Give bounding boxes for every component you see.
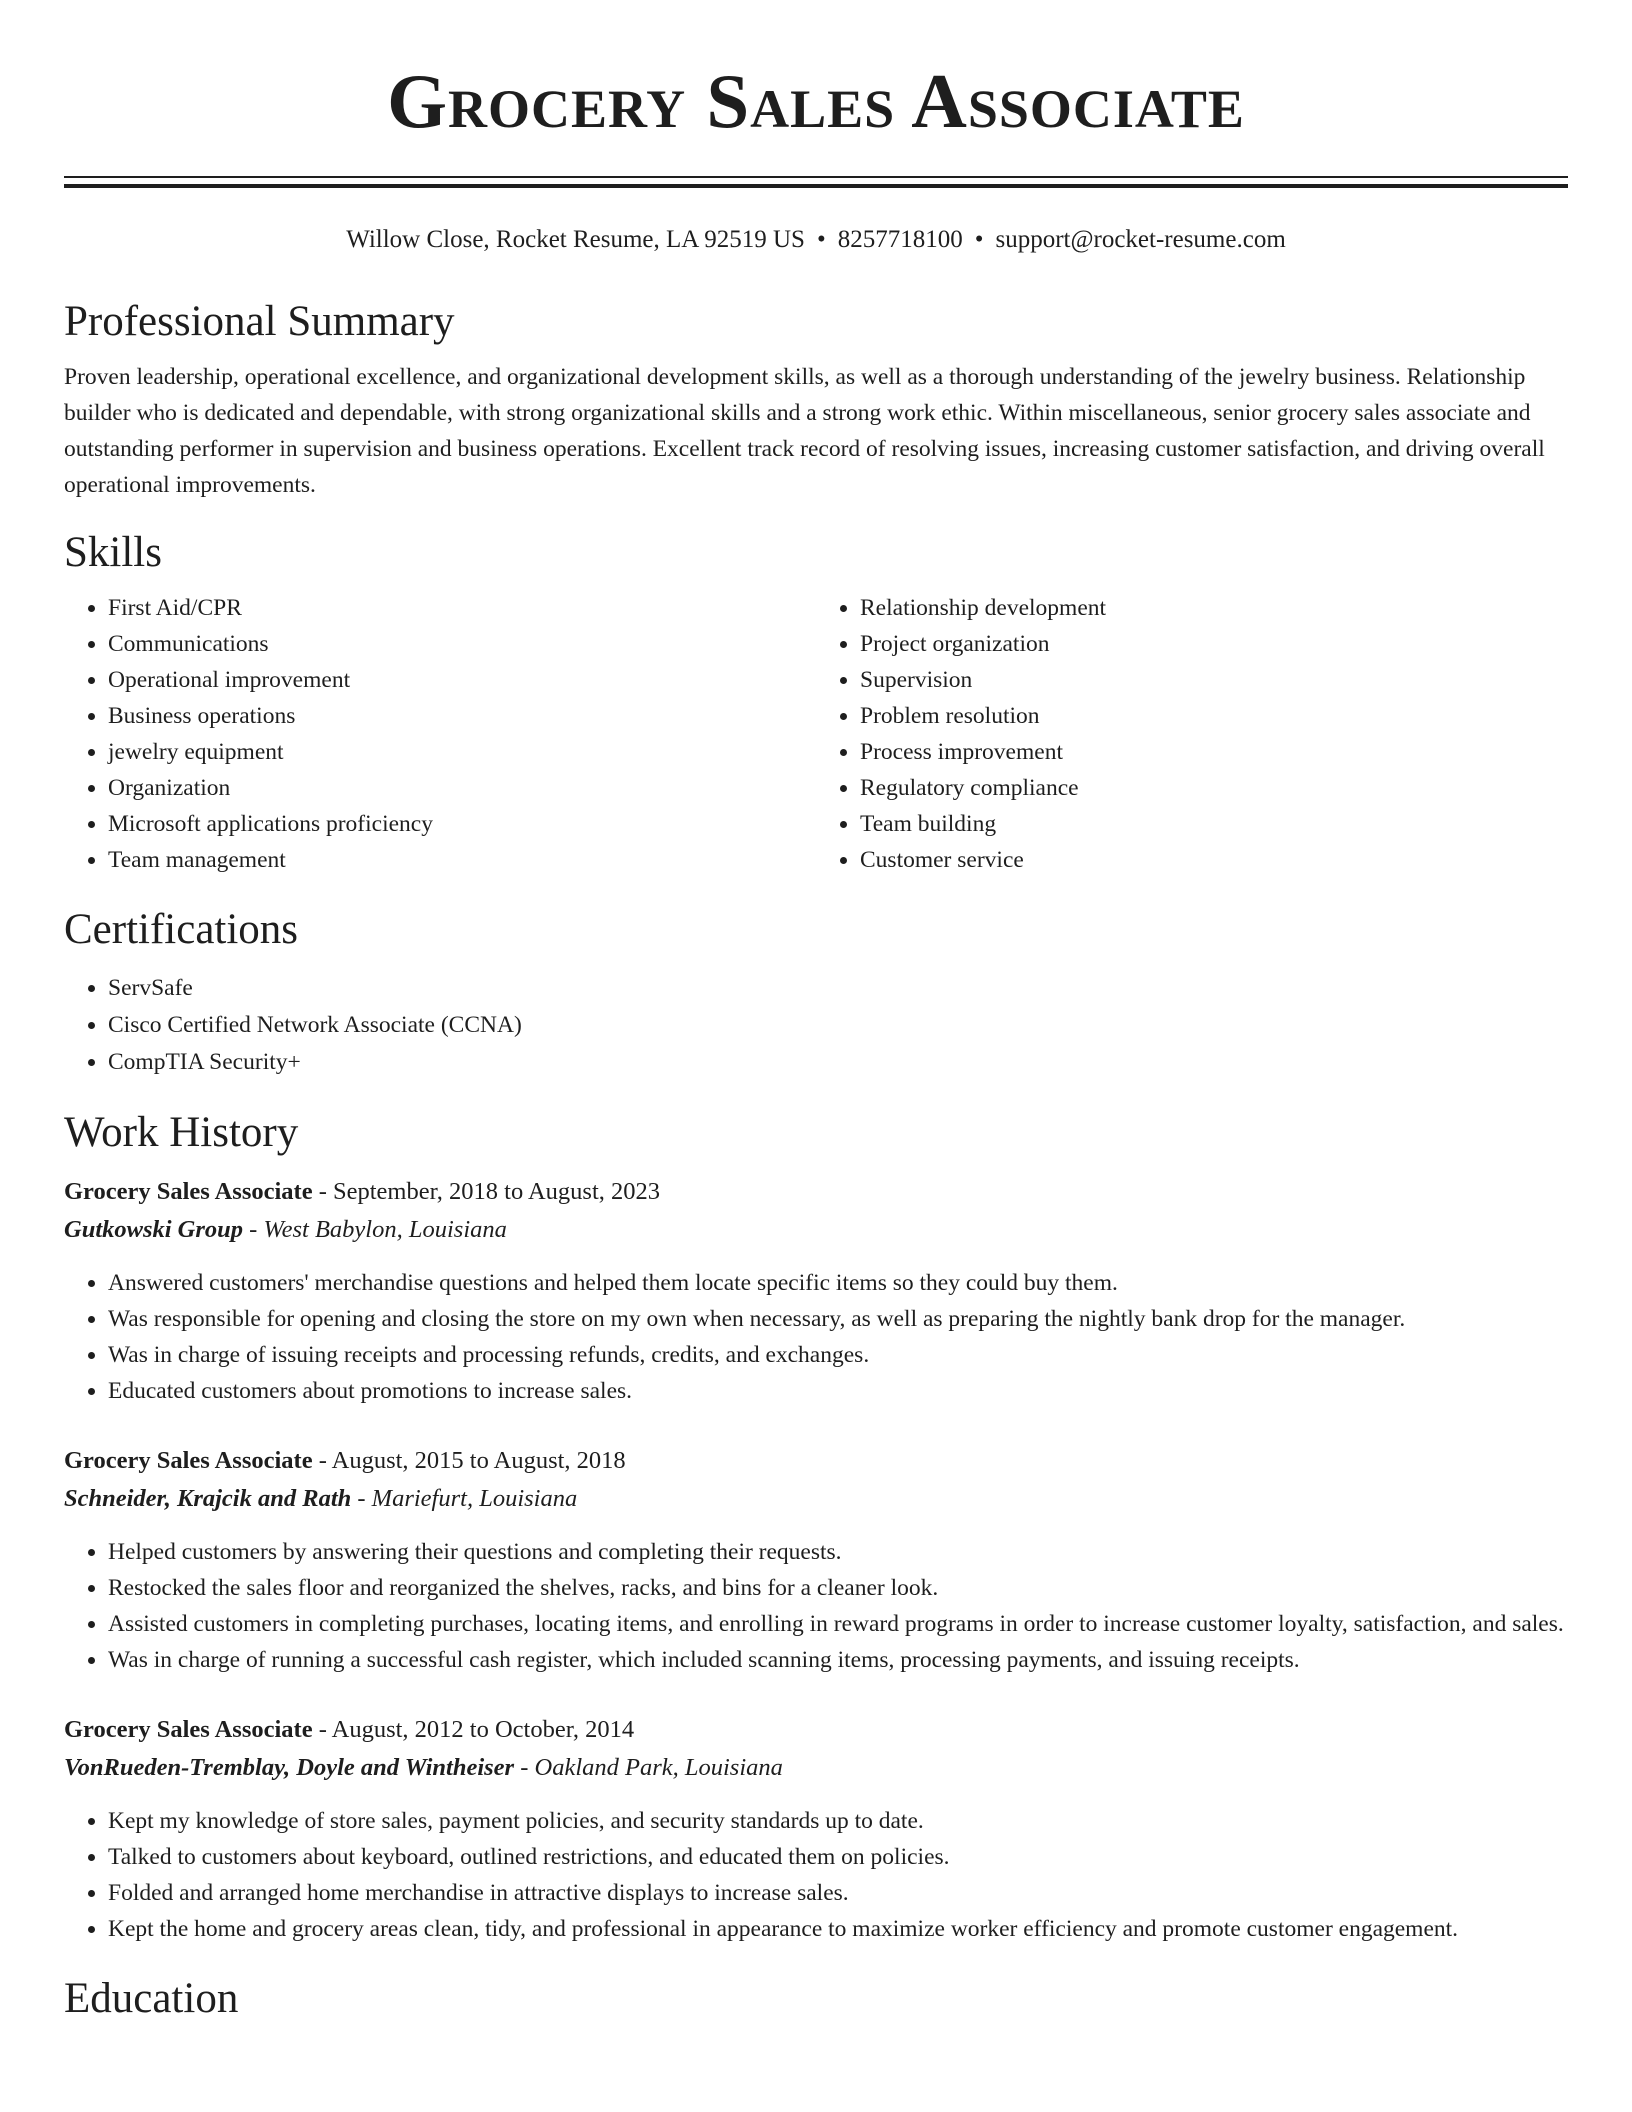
job-role: Grocery Sales Associate (64, 1447, 313, 1474)
job-bullet: • Folded and arranged home merchandise in attractive displays to increase sales. (108, 1875, 1568, 1911)
certifications-heading: Certifications (64, 906, 299, 953)
job-bullets (64, 1534, 1568, 1678)
job-company: Gutkowski Group (64, 1216, 244, 1243)
skill-item: • Process improvement (860, 734, 1568, 770)
skills-list-right (816, 590, 1568, 878)
job-role: Grocery Sales Associate (64, 1716, 313, 1743)
job-bullets (64, 1803, 1568, 1947)
skill-item: • Team management (108, 842, 816, 878)
skill-item: • Regulatory compliance (860, 770, 1568, 806)
job-entry (64, 1173, 1568, 1409)
skill-item: • Communications (108, 626, 816, 662)
job-bullets (64, 1265, 1568, 1409)
certification-item: • ServSafe (108, 970, 1568, 1007)
skill-item: • Operational improvement (108, 662, 816, 698)
skill-item: • Business operations (108, 698, 816, 734)
job-company: VonRueden-Tremblay, Doyle and Wintheiser (64, 1754, 515, 1781)
skill-item: • First Aid/CPR (108, 590, 816, 626)
skill-item: • Project organization (860, 626, 1568, 662)
contact-separator: • (974, 226, 984, 253)
skill-item: • Microsoft applications proficiency (108, 806, 816, 842)
contact-line (64, 224, 1568, 256)
job-company-line (64, 1749, 1568, 1787)
job-dates: - September, 2018 to August, 2023 (312, 1178, 661, 1205)
summary-heading: Professional Summary (64, 298, 455, 345)
skills-heading: Skills (64, 529, 162, 576)
skill-item: • Supervision (860, 662, 1568, 698)
job-bullet: • Was in charge of issuing receipts and processing refunds, credits, and exchanges. (108, 1337, 1568, 1373)
skill-item: • Relationship development (860, 590, 1568, 626)
job-company: Schneider, Krajcik and Rath (64, 1485, 352, 1512)
skill-item: • Customer service (860, 842, 1568, 878)
skills-grid (64, 590, 1568, 878)
contact-address: Willow Close, Rocket Resume, LA 92519 US (346, 226, 805, 253)
job-title-line (64, 1442, 1568, 1480)
skill-item: • Problem resolution (860, 698, 1568, 734)
job-location: - West Babylon, Louisiana (243, 1216, 507, 1243)
skill-item: • jewelry equipment (108, 734, 816, 770)
job-location: - Mariefurt, Louisiana (351, 1485, 578, 1512)
job-bullet: • Assisted customers in completing purchases, locating items, and enrolling in reward programs in order to increase customer loyalty, satisfaction, and sales. (108, 1606, 1568, 1642)
job-company-line (64, 1480, 1568, 1518)
job-location: - Oakland Park, Louisiana (514, 1754, 783, 1781)
job-company-line (64, 1211, 1568, 1249)
job-dates: - August, 2015 to August, 2018 (312, 1447, 626, 1474)
job-bullet: • Restocked the sales floor and reorganized the shelves, racks, and bins for a cleaner look. (108, 1570, 1568, 1606)
skill-item: • Organization (108, 770, 816, 806)
job-title-line (64, 1173, 1568, 1211)
summary-text: Proven leadership, operational excellence, and organizational development skills, as well as a thorough understanding of the jewelry business. Relationship builder who is dedicated and dependable, with strong organizational skills and a strong work ethic. Within miscellaneous, senior grocery sales associate and outstanding performer in supervision and business operations. Excellent track record of resolving issues, increasing customer satisfaction, and driving overall operational improvements. (64, 364, 1545, 498)
work-history-heading: Work History (64, 1109, 299, 1156)
job-bullet: • Helped customers by answering their questions and completing their requests. (108, 1534, 1568, 1570)
certifications-list (64, 970, 1568, 1081)
contact-separator: • (816, 226, 826, 253)
job-entry (64, 1442, 1568, 1678)
education-heading: Education (64, 1975, 239, 2022)
job-bullet: • Kept my knowledge of store sales, payment policies, and security standards up to date. (108, 1803, 1568, 1839)
job-bullet: • Educated customers about promotions to increase sales. (108, 1373, 1568, 1409)
job-bullet: • Was in charge of running a successful cash register, which included scanning items, processing payments, and issuing receipts. (108, 1642, 1568, 1678)
contact-phone: 8257718100 (837, 226, 963, 253)
job-role: Grocery Sales Associate (64, 1178, 313, 1205)
certification-item: • Cisco Certified Network Associate (CCNA) (108, 1007, 1568, 1044)
title-divider-thin (64, 176, 1568, 178)
job-title-line (64, 1711, 1568, 1749)
job-entry (64, 1711, 1568, 1947)
job-bullet: • Kept the home and grocery areas clean, tidy, and professional in appearance to maximize worker efficiency and promote customer engagement. (108, 1911, 1568, 1947)
title-divider-thick (64, 184, 1568, 188)
job-bullet: • Answered customers' merchandise questions and helped them locate specific items so they could buy them. (108, 1265, 1568, 1301)
job-bullet: • Was responsible for opening and closing the store on my own when necessary, as well as preparing the nightly bank drop for the manager. (108, 1301, 1568, 1337)
certification-item: • CompTIA Security+ (108, 1044, 1568, 1081)
job-bullet: • Talked to customers about keyboard, outlined restrictions, and educated them on policies. (108, 1839, 1568, 1875)
resume-title: Grocery Sales Associate (387, 58, 1245, 144)
skill-item: • Team building (860, 806, 1568, 842)
job-dates: - August, 2012 to October, 2014 (312, 1716, 635, 1743)
contact-email: support@rocket-resume.com (995, 226, 1286, 253)
skills-list-left (64, 590, 816, 878)
